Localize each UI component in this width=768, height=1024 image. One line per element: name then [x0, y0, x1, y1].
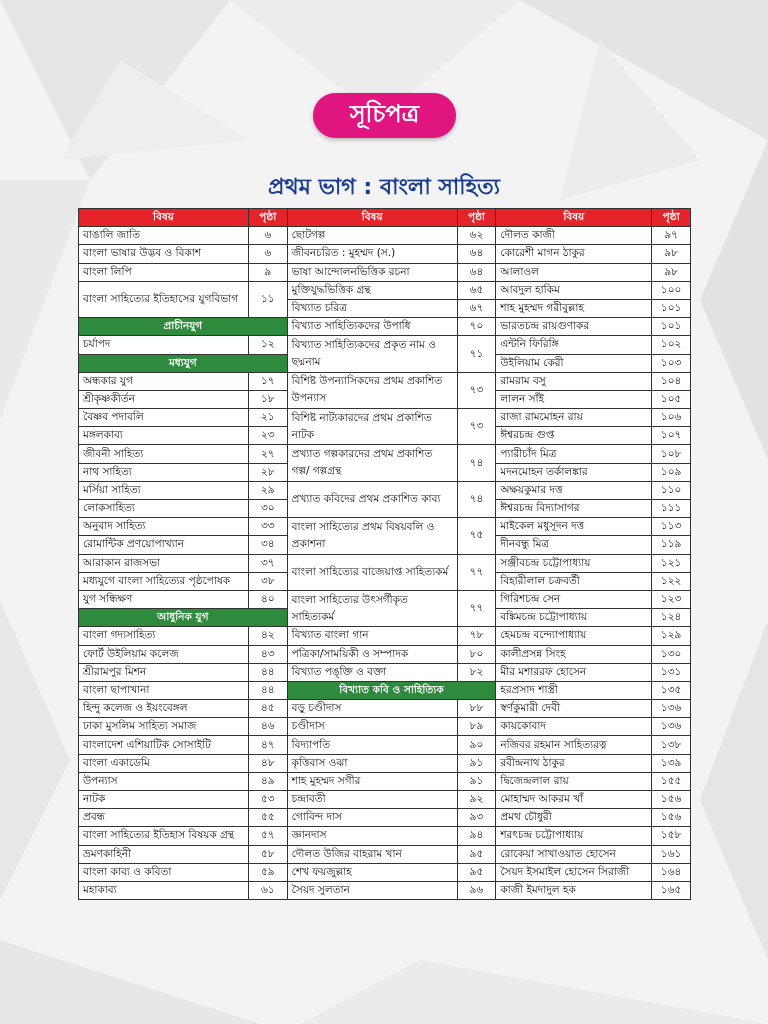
subject-header: বিষয় [79, 209, 249, 227]
topic-title: কায়কোবাদ [496, 718, 652, 736]
topic-title: রোমান্টিক প্রণয়োপাখ্যান [79, 536, 249, 554]
topic-title: বাংলা সাহিত্যের ইতিহাসের যুগবিভাগ [79, 281, 249, 317]
topic-title: জ্ঞানদাস [287, 827, 457, 845]
page-number: ৪৪ [248, 663, 287, 681]
page-number: ১০৬ [652, 409, 691, 427]
topic-title: হেমচন্দ্র বন্দ্যোপাধ্যায় [496, 627, 652, 645]
topic-title: বিখ্যাত সাহিত্যিকদের উপাধি [287, 318, 457, 336]
page-number: ৪৯ [248, 772, 287, 790]
topic-title: শাহ মুহম্মদ গরীবুল্লাহ [496, 299, 652, 317]
table-row [79, 627, 691, 645]
page-number: ১৫৮ [652, 827, 691, 845]
page-number: ৫৩ [248, 791, 287, 809]
table-row [79, 681, 691, 699]
table-row [79, 227, 691, 245]
topic-title: চর্যাপদ [79, 336, 249, 354]
page-number: ১১৩ [652, 518, 691, 536]
page-number: ১২৯ [652, 627, 691, 645]
topic-title: রাজা রামমোহন রায় [496, 409, 652, 427]
subject-header: বিষয় [496, 209, 652, 227]
table-row [79, 772, 691, 790]
page-number: ৭৫ [457, 518, 496, 554]
topic-title: বিখ্যাত সাহিত্যিকদের প্রকৃত নাম ও ছদ্মনাম [287, 336, 457, 372]
topic-title: বাঙালি জাতি [79, 227, 249, 245]
topic-title: ঈশ্বরচন্দ্র বিদ্যাসাগর [496, 500, 652, 518]
topic-title: বিশিষ্ট নাট্যকারদের প্রথম প্রকাশিত নাটক [287, 409, 457, 445]
topic-title: বাংলা সাহিত্যের বাজেয়াপ্ত সাহিত্যকর্ম [287, 554, 457, 590]
page-number: ৮০ [457, 645, 496, 663]
topic-title: শেখ ফয়জুল্লাহ [287, 863, 457, 881]
topic-title: অক্ষয়কুমার দত্ত [496, 481, 652, 499]
topic-title: বড়ু চণ্ডীদাস [287, 700, 457, 718]
topic-title: রোকেয়া সাখাওয়াত হোসেন [496, 845, 652, 863]
topic-title: বাংলা কাব্য ও কবিতা [79, 863, 249, 881]
page-number: ১০৭ [652, 427, 691, 445]
topic-title: বাংলা সাহিত্যের ইতিহাস বিষয়ক গ্রন্থ [79, 827, 249, 845]
table-row [79, 736, 691, 754]
topic-title: বাংলা একাডেমি [79, 754, 249, 772]
topic-title: নাটক [79, 791, 249, 809]
page-number: ২১ [248, 409, 287, 427]
page-number: ৬ [248, 245, 287, 263]
page-number: ৭৭ [457, 554, 496, 590]
topic-title: আবদুল হাকিম [496, 281, 652, 299]
page-number: ১৬৫ [652, 881, 691, 899]
topic-title: চন্দ্রাবতী [287, 791, 457, 809]
topic-title: আলাওল [496, 263, 652, 281]
table-row [79, 245, 691, 263]
page-number: ১২ [248, 336, 287, 354]
table-row [79, 791, 691, 809]
page-number: ৪০ [248, 590, 287, 608]
table-row [79, 718, 691, 736]
topic-title: কাজী ইমদাদুল হক [496, 881, 652, 899]
page-number: ১৩১ [652, 663, 691, 681]
topic-title: সৈয়দ ইসমাইল হোসেন সিরাজী [496, 863, 652, 881]
topic-title: বাংলা সাহিত্যের উৎসর্গীকৃত সাহিত্যকর্ম [287, 590, 457, 626]
era-heading: বিখ্যাত কবি ও সাহিত্যিক [287, 681, 496, 699]
topic-title: জীবনী সাহিত্য [79, 445, 249, 463]
topic-title: পত্রিকা/সাময়িকী ও সম্পাদক [287, 645, 457, 663]
table-row [79, 863, 691, 881]
page-number: ১৫৬ [652, 791, 691, 809]
topic-title: মঙ্গলকাব্য [79, 427, 249, 445]
topic-title: বাংলা সাহিত্যের প্রথম বিষয়বলি ও প্রকাশনা [287, 518, 457, 554]
page-number: ১৫৬ [652, 809, 691, 827]
topic-title: কোরেশী মাগন ঠাকুর [496, 245, 652, 263]
topic-title: নজিবর রহমান সাহিত্যরত্ন [496, 736, 652, 754]
page-number: ২৯ [248, 481, 287, 499]
topic-title: নাথ সাহিত্য [79, 463, 249, 481]
topic-title: ঈশ্বরচন্দ্র গুপ্ত [496, 427, 652, 445]
topic-title: উপন্যাস [79, 772, 249, 790]
topic-title: বিখ্যাত বাংলা গান [287, 627, 457, 645]
page-number: ৩৪ [248, 536, 287, 554]
page-number: ৯৫ [457, 845, 496, 863]
table-row [79, 809, 691, 827]
topic-title: হরপ্রসাদ শাস্ত্রী [496, 681, 652, 699]
table-row [79, 372, 691, 390]
table-row [79, 336, 691, 354]
topic-title: মদনমোহন তর্কালঙ্কার [496, 463, 652, 481]
page-number: ৬৪ [457, 263, 496, 281]
topic-title: কালীপ্রসন্ন সিংহ [496, 645, 652, 663]
page-number: ৪৪ [248, 681, 287, 699]
topic-title: বাংলা ছাপাখানা [79, 681, 249, 699]
page-number: ৪৮ [248, 754, 287, 772]
page-number: ১০২ [652, 336, 691, 354]
topic-title: মহাকাব্য [79, 881, 249, 899]
page-number: ৫৭ [248, 827, 287, 845]
page-number: ৮৮ [457, 700, 496, 718]
topic-title: মাইকেল মধুসূদন দত্ত [496, 518, 652, 536]
topic-title: শরৎচন্দ্র চট্টোপাধ্যায় [496, 827, 652, 845]
page-number: ৬৫ [457, 281, 496, 299]
era-heading: মধ্যযুগ [79, 354, 288, 372]
page-number: ৭৩ [457, 409, 496, 445]
page-number: ১১৯ [652, 536, 691, 554]
page-number: ১৬৪ [652, 863, 691, 881]
page-header: পৃষ্ঠা [248, 209, 287, 227]
page-number: ১২৩ [652, 590, 691, 608]
table-row [79, 590, 691, 608]
topic-title: কৃত্তিবাস ওঝা [287, 754, 457, 772]
page-number: ২৮ [248, 463, 287, 481]
topic-title: হিন্দু কলেজ ও ইয়ংবেঙ্গল [79, 700, 249, 718]
topic-title: বিখ্যাত পঙ্‌ক্তি ও বক্তা [287, 663, 457, 681]
page-number: ১০৫ [652, 390, 691, 408]
table-row [79, 645, 691, 663]
topic-title: ফোর্ট উইলিয়াম কলেজ [79, 645, 249, 663]
page-number: ৪৬ [248, 718, 287, 736]
topic-title: মধ্যযুগে বাংলা সাহিত্যের পৃষ্ঠপোষক [79, 572, 249, 590]
page-number: ৯৮ [652, 263, 691, 281]
page-number: ১০১ [652, 318, 691, 336]
topic-title: অন্ধকার যুগ [79, 372, 249, 390]
topic-title: যুগ সন্ধিক্ষণ [79, 590, 249, 608]
table-row [79, 845, 691, 863]
page-number: ৯৪ [457, 827, 496, 845]
topic-title: ঢাকা মুসলিম সাহিত্য সমাজ [79, 718, 249, 736]
page-number: ৭৪ [457, 481, 496, 517]
topic-title: লোকসাহিত্য [79, 500, 249, 518]
page-number: ১৩০ [652, 645, 691, 663]
page-number: ৯ [248, 263, 287, 281]
topic-title: দীনবন্ধু মিত্র [496, 536, 652, 554]
page-number: ১৬১ [652, 845, 691, 863]
page-number: ৬৭ [457, 299, 496, 317]
page-number: ৪৭ [248, 736, 287, 754]
page-number: ৪৩ [248, 645, 287, 663]
page-number: ১০৮ [652, 445, 691, 463]
page-number: ৯১ [457, 772, 496, 790]
topic-title: চণ্ডীদাস [287, 718, 457, 736]
topic-title: সঞ্জীবচন্দ্র চট্টোপাধ্যায় [496, 554, 652, 572]
page-number: ১১০ [652, 481, 691, 499]
page-number: ১৩৬ [652, 718, 691, 736]
page-number: ৯৬ [457, 881, 496, 899]
topic-title: ভাষা আন্দোলনভিত্তিক রচনা [287, 263, 457, 281]
table-row [79, 263, 691, 281]
page-number: ৯৩ [457, 809, 496, 827]
page-number: ২৭ [248, 445, 287, 463]
page-number: ৭৭ [457, 590, 496, 626]
page-number: ৯৫ [457, 863, 496, 881]
topic-title: প্রবন্ধ [79, 809, 249, 827]
page-number: ৬ [248, 227, 287, 245]
topic-title: মোহাম্মদ আকরম খাঁ [496, 791, 652, 809]
page-number: ৩০ [248, 500, 287, 518]
page-number: ১৮ [248, 390, 287, 408]
topic-title: বৈষ্ণব পদাবলি [79, 409, 249, 427]
table-row [79, 445, 691, 463]
topic-title: গিরিশচন্দ্র সেন [496, 590, 652, 608]
section-heading: প্রথম ভাগ : বাংলা সাহিত্য [267, 175, 501, 200]
topic-title: দৌলত উজির বাহরাম খান [287, 845, 457, 863]
page-number: ২৩ [248, 427, 287, 445]
topic-title: রামরাম বসু [496, 372, 652, 390]
topic-title: দ্বিজেন্দ্রলাল রায় [496, 772, 652, 790]
page-number: ৭১ [457, 336, 496, 372]
page-number: ৫৯ [248, 863, 287, 881]
topic-title: ভারতচন্দ্র রায়গুণাকর [496, 318, 652, 336]
page-number: ৭৪ [457, 445, 496, 481]
page-number: ৬২ [457, 227, 496, 245]
page-number: ১৩৫ [652, 681, 691, 699]
page-number: ১২২ [652, 572, 691, 590]
topic-title: বিদ্যাপতি [287, 736, 457, 754]
topic-title: বাংলা লিপি [79, 263, 249, 281]
page-number: ১০৪ [652, 372, 691, 390]
topic-title: উইলিয়াম কেরী [496, 354, 652, 372]
topic-title: শ্রীরামপুর মিশন [79, 663, 249, 681]
page-number: ৮৯ [457, 718, 496, 736]
table-row [79, 554, 691, 572]
page-number: ১৩৮ [652, 736, 691, 754]
page-number: ১০৯ [652, 463, 691, 481]
topic-title: প্রমথ চৌধুরী [496, 809, 652, 827]
page-number: ১৫৫ [652, 772, 691, 790]
page-number: ৭০ [457, 318, 496, 336]
topic-title: বিহারীলাল চক্রবর্তী [496, 572, 652, 590]
table-row [79, 518, 691, 536]
table-row [79, 409, 691, 427]
page-number: ৬১ [248, 881, 287, 899]
page-number: ৯৮ [652, 245, 691, 263]
subject-header: বিষয় [287, 209, 457, 227]
page-number: ৮২ [457, 663, 496, 681]
page-number: ১১ [248, 281, 287, 317]
topic-title: ভ্রমণকাহিনী [79, 845, 249, 863]
page-number: ৯০ [457, 736, 496, 754]
table-row [79, 700, 691, 718]
page-number: ৩৩ [248, 518, 287, 536]
topic-title: বিশিষ্ট উপন্যাসিকদের প্রথম প্রকাশিত উপন্যাস [287, 372, 457, 408]
page-number: ১৩৯ [652, 754, 691, 772]
topic-title: সৈয়দ সুলতান [287, 881, 457, 899]
topic-title: প্রখ্যাত কবিদের প্রথম প্রকাশিত কাব্য [287, 481, 457, 517]
page-number: ৪৫ [248, 700, 287, 718]
topic-title: জীবনচরিত : মুহম্মদ (স.) [287, 245, 457, 263]
page-number: ৯৭ [652, 227, 691, 245]
page-number: ৬৪ [457, 245, 496, 263]
topic-title: স্বর্ণকুমারী দেবী [496, 700, 652, 718]
topic-title: প্রখ্যাত গল্পকারদের প্রথম প্রকাশিত গল্প/ গল্পগ্রন্থ [287, 445, 457, 481]
topic-title: মুক্তিযুদ্ধভিত্তিক গ্রন্থ [287, 281, 457, 299]
topic-title: প্যারীচাঁদ মিত্র [496, 445, 652, 463]
page-number: ১২৪ [652, 609, 691, 627]
table-row [79, 881, 691, 899]
table-header-row [79, 209, 691, 227]
page-title: সূচিপত্র [313, 93, 456, 138]
page-number: ১৭ [248, 372, 287, 390]
topic-title: রবীন্দ্রনাথ ঠাকুর [496, 754, 652, 772]
topic-title: বাংলা গদ্যসাহিত্য [79, 627, 249, 645]
era-heading: প্রাচীনযুগ [79, 318, 288, 336]
page-number: ৩৮ [248, 572, 287, 590]
page-number: ৫৮ [248, 845, 287, 863]
page-number: ৭৩ [457, 372, 496, 408]
page-header: পৃষ্ঠা [457, 209, 496, 227]
topic-title: বিখ্যাত চরিত্র [287, 299, 457, 317]
era-heading: আধুনিক যুগ [79, 609, 288, 627]
topic-title: মর্সিয়া সাহিত্য [79, 481, 249, 499]
page-number: ১৩৬ [652, 700, 691, 718]
table-row [79, 481, 691, 499]
page-number: ৯২ [457, 791, 496, 809]
topic-title: বঙ্কিমচন্দ্র চট্টোপাধ্যায় [496, 609, 652, 627]
table-row [79, 281, 691, 299]
topic-title: বাংলাদেশ এশিয়াটিক সোসাইটি [79, 736, 249, 754]
page-number: ১০০ [652, 281, 691, 299]
page-number: ১০১ [652, 299, 691, 317]
topic-title: অনুবাদ সাহিত্য [79, 518, 249, 536]
topic-title: লালন সাঁই [496, 390, 652, 408]
page-number: ৭৮ [457, 627, 496, 645]
table-row [79, 827, 691, 845]
topic-title: এন্টনি ফিরিঙ্গি [496, 336, 652, 354]
topic-title: শাহ মুহম্মদ সগীর [287, 772, 457, 790]
table-row [79, 318, 691, 336]
page-header: পৃষ্ঠা [652, 209, 691, 227]
page-number: ৩৭ [248, 554, 287, 572]
topic-title: শ্রীকৃষ্ণকীর্তন [79, 390, 249, 408]
topic-title: আরাকান রাজসভা [79, 554, 249, 572]
topic-title: দৌলত কাজী [496, 227, 652, 245]
page-number: ১১১ [652, 500, 691, 518]
page-number: ৪২ [248, 627, 287, 645]
page-number: ৫৫ [248, 809, 287, 827]
topic-title: গোবিন্দ দাস [287, 809, 457, 827]
topic-title: বাংলা ভাষার উদ্ভব ও বিকাশ [79, 245, 249, 263]
page-number: ১২১ [652, 554, 691, 572]
contents-table [78, 208, 691, 900]
page-number: ৯১ [457, 754, 496, 772]
table-row [79, 663, 691, 681]
topic-title: ছোটগল্প [287, 227, 457, 245]
page-number: ১০৩ [652, 354, 691, 372]
table-row [79, 754, 691, 772]
topic-title: মীর মশাররফ হোসেন [496, 663, 652, 681]
